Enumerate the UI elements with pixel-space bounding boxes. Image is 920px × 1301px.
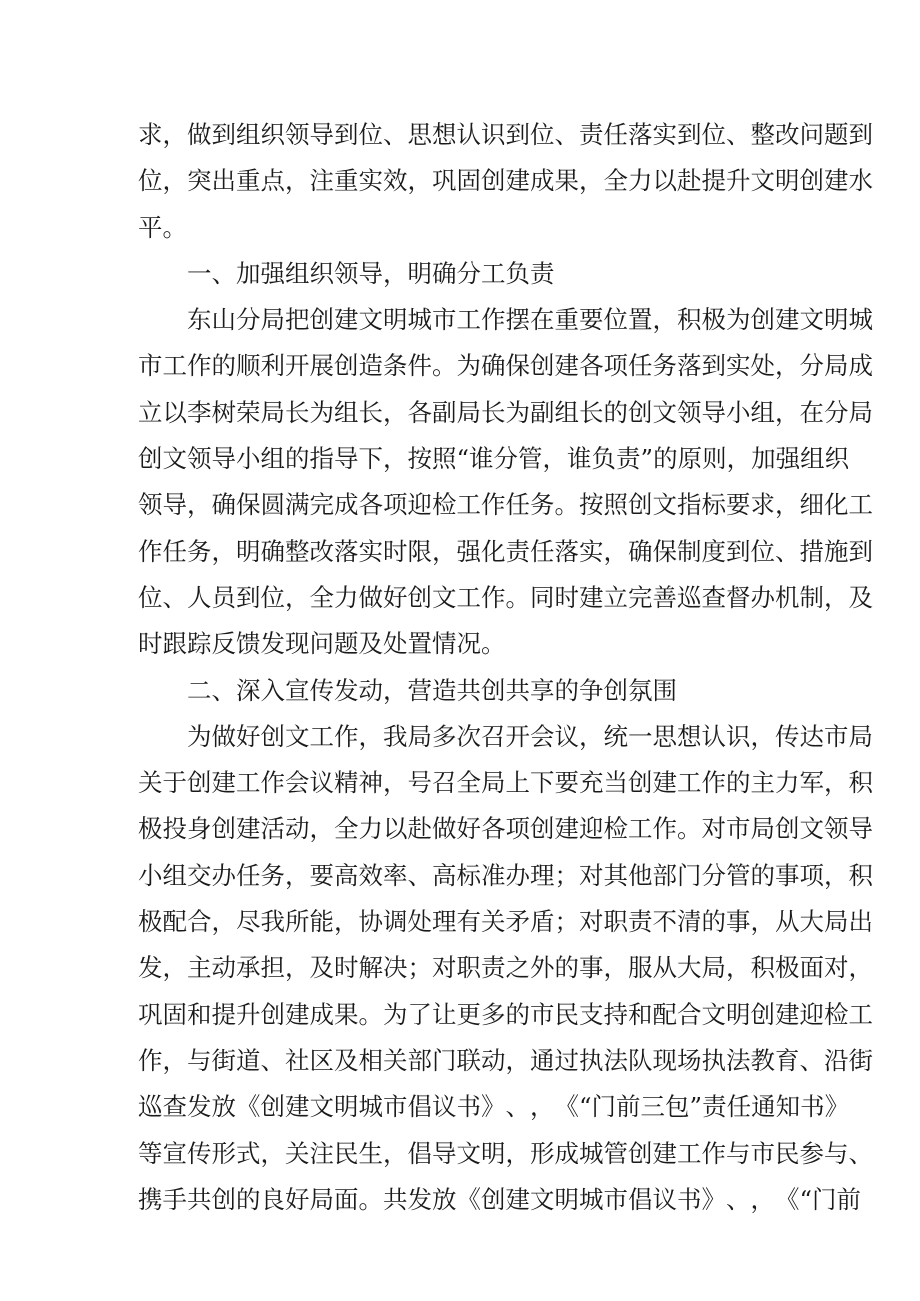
paragraph-line: 携 手 共 创 的 良 好 局 面 。 共 发 放 《 创 建 文 明 城 市 倡 议 书 》 、 ， 《 “ 门 前 xyxy=(138,1184,862,1214)
paragraph-line: 小 组 交 办 任 务 ， 要 高 效 率 、 高 标 准 办 理 ； 对 其 他 部 门 分 管 的 事 项 ， 积 xyxy=(138,860,873,890)
paragraph-line: 巡 查 发 放 《 创 建 文 明 城 市 倡 议 书 》 、 ， 《 “ 门 前 三 包 ” 责 任 通 知 书 》 xyxy=(138,1092,850,1122)
paragraph-line: 等 宣 传 形 式 ， 关 注 民 生 ， 倡 导 文 明 ， 形 成 城 管 创 建 工 作 与 市 民 参 与 、 xyxy=(138,1138,873,1168)
paragraph-line: 巩 固 和 提 升 创 建 成 果 。 为 了 让 更 多 的 市 民 支 持 和 配 合 文 明 创 建 迎 检 工 xyxy=(138,999,873,1029)
paragraph-line: 领 导 ， 确 保 圆 满 完 成 各 项 迎 检 工 作 任 务 。 按 照 创 文 指 标 要 求 ， 细 化 工 xyxy=(138,490,873,520)
paragraph-line-indented: 一、加强组织领导，明确分工负责 xyxy=(187,258,555,288)
paragraph-line-indented: 东 山 分 局 把 创 建 文 明 城 市 工 作 摆 在 重 要 位 置 ， 积 极 为 创 建 文 明 城 xyxy=(187,305,873,335)
paragraph-line: 位 、 人 员 到 位 ， 全 力 做 好 创 文 工 作 。 同 时 建 立 完 善 巡 查 督 办 机 制 ， 及 xyxy=(138,582,873,612)
paragraph-line: 发 ， 主 动 承 担 ， 及 时 解 决 ； 对 职 责 之 外 的 事 ， 服 从 大 局 ， 积 极 面 对 ， xyxy=(138,953,873,983)
paragraph-line: 创 文 领 导 小 组 的 指 导 下 ， 按 照 “ 谁 分 管 ， 谁 负 责 ” 的 原 则 ， 加 强 组 织 xyxy=(138,444,850,474)
paragraph-line: 位 ， 突 出 重 点 ， 注 重 实 效 ， 巩 固 创 建 成 果 ， 全 力 以 赴 提 升 文 明 创 建 水 xyxy=(138,166,873,196)
paragraph-line-indented: 为 做 好 创 文 工 作 ， 我 局 多 次 召 开 会 议 ， 统 一 思 想 认 识 ， 传 达 市 局 xyxy=(187,721,873,751)
paragraph-line: 立 以 李 树 荣 局 长 为 组 长 ， 各 副 局 长 为 副 组 长 的 创 文 领 导 小 组 ， 在 分 局 xyxy=(138,397,873,427)
paragraph-line-indented: 二、深入宣传发动，营造共创共享的争创氛围 xyxy=(187,675,677,705)
paragraph-line: 极 配 合 ， 尽 我 所 能 ， 协 调 处 理 有 关 矛 盾 ； 对 职 责 不 清 的 事 ， 从 大 局 出 xyxy=(138,907,873,937)
paragraph-line: 时跟踪反馈发现问题及处置情况。 xyxy=(138,629,506,659)
paragraph-line: 极 投 身 创 建 活 动 ， 全 力 以 赴 做 好 各 项 创 建 迎 检 工 作 。 对 市 局 创 文 领 导 xyxy=(138,814,873,844)
paragraph-line: 求 ， 做 到 组 织 领 导 到 位 、 思 想 认 识 到 位 、 责 任 落 实 到 位 、 整 改 问 题 到 xyxy=(138,120,873,149)
paragraph-line: 关 于 创 建 工 作 会 议 精 神 ， 号 召 全 局 上 下 要 充 当 创 建 工 作 的 主 力 军 ， 积 xyxy=(138,768,873,798)
paragraph-line: 作 任 务 ， 明 确 整 改 落 实 时 限 ， 强 化 责 任 落 实 ， 确 保 制 度 到 位 、 措 施 到 xyxy=(138,536,873,566)
document-body xyxy=(138,112,873,1223)
paragraph-line: 作 ， 与 街 道 、 社 区 及 相 关 部 门 联 动 ， 通 过 执 法 队 现 场 执 法 教 育 、 沿 街 xyxy=(138,1045,873,1075)
paragraph-line: 市 工 作 的 顺 利 开 展 创 造 条 件 。 为 确 保 创 建 各 项 任 务 落 到 实 处 ， 分 局 成 xyxy=(138,351,873,381)
paragraph-line: 平。 xyxy=(138,212,187,242)
